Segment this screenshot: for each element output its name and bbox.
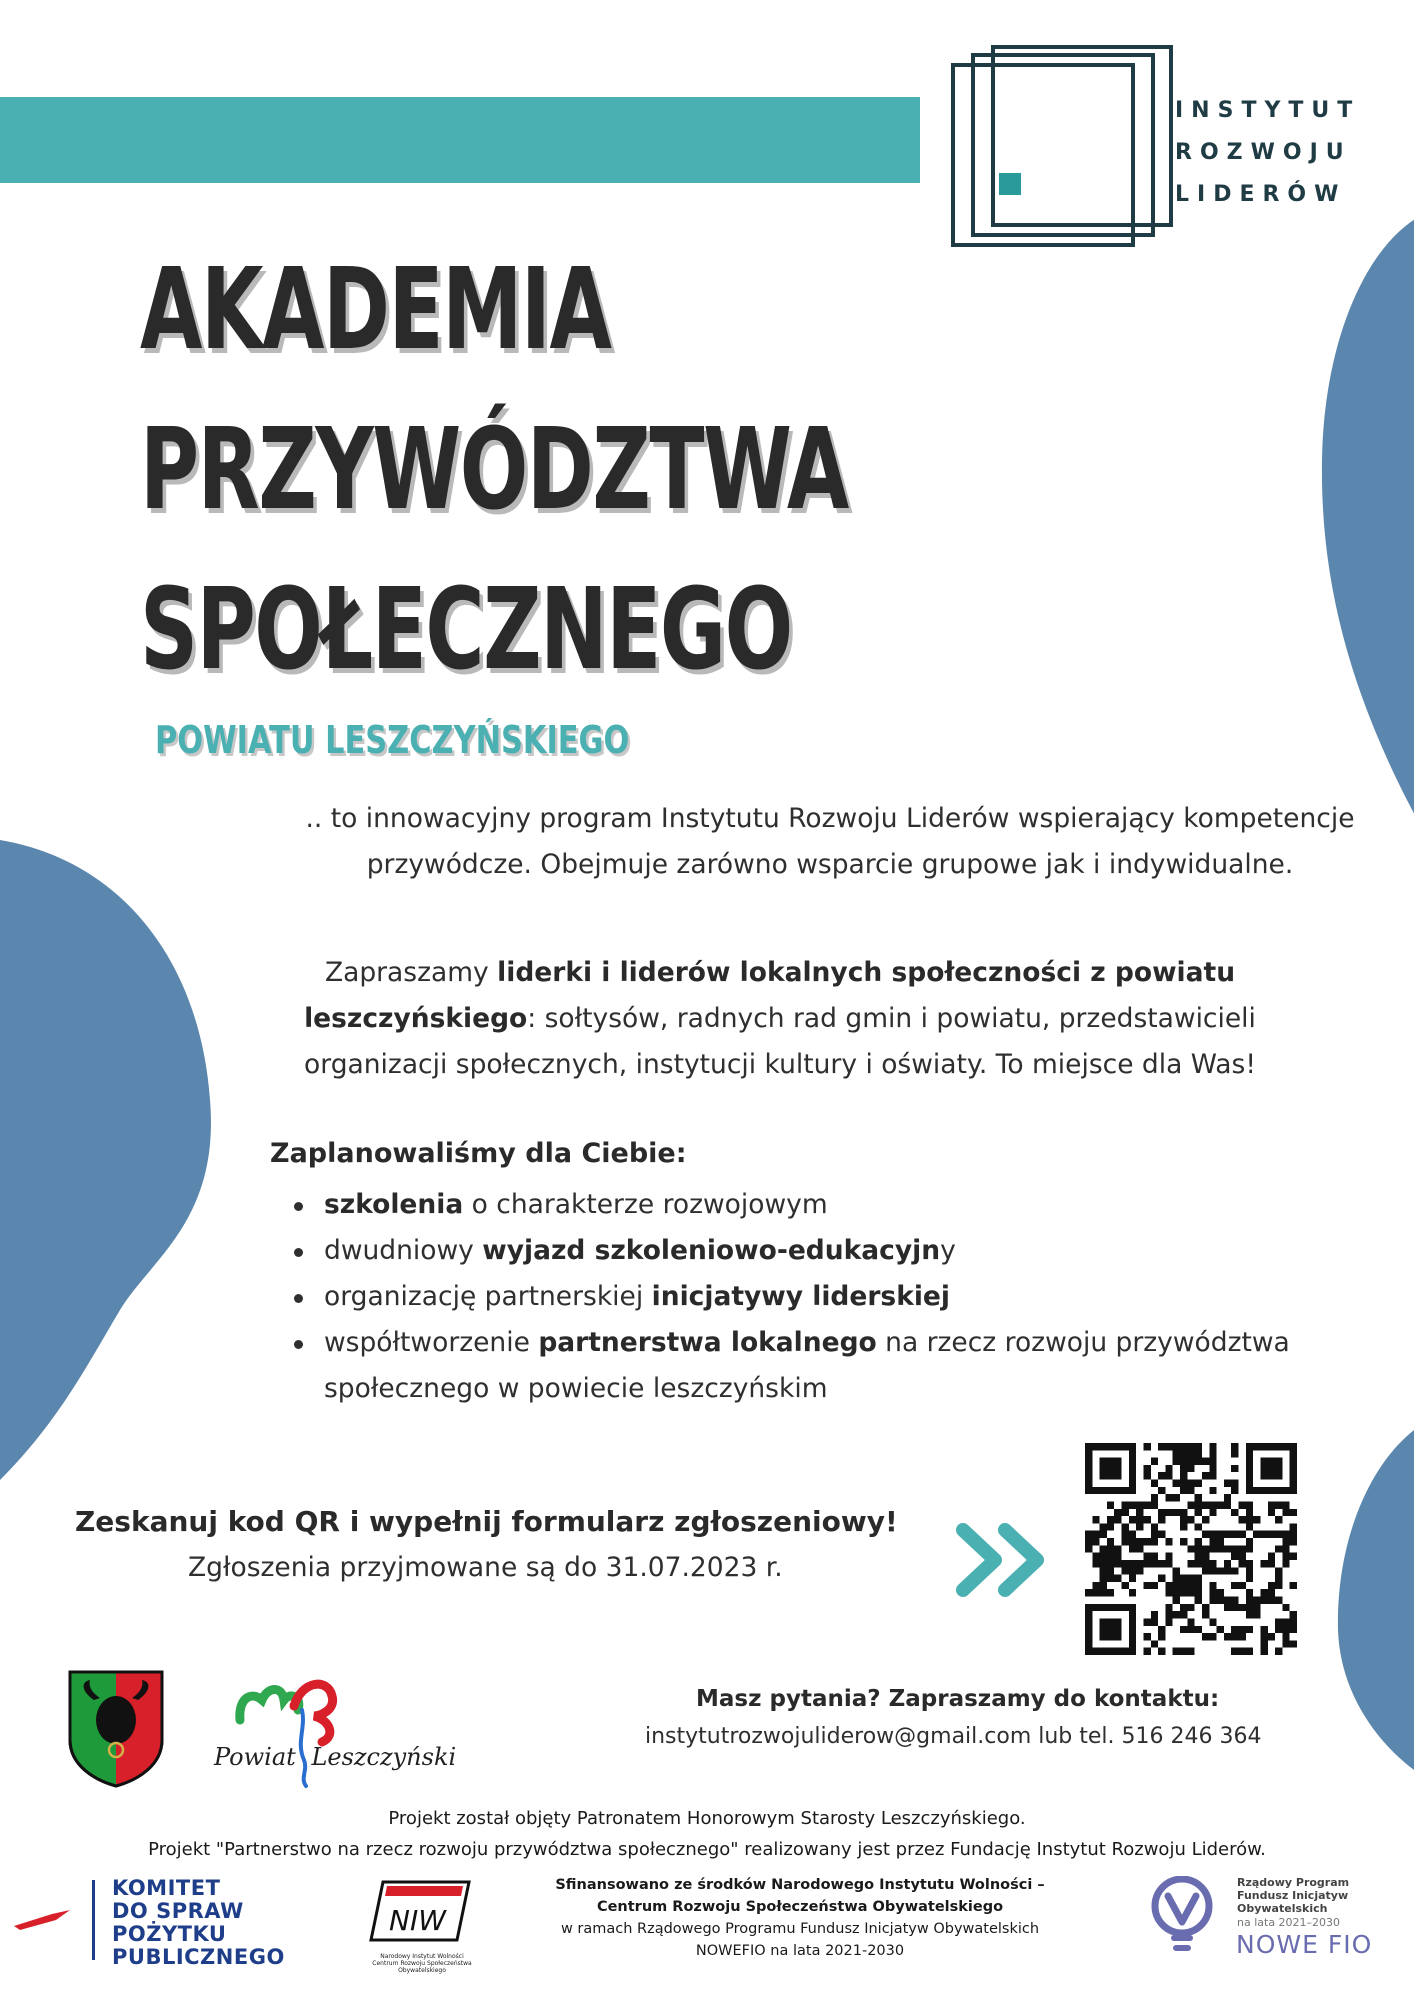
nowe-fio-program-text xyxy=(1237,1876,1349,1915)
contact-details[interactable]: instytutrozwojuliderow@gmail.com lub tel. 516 246 364 xyxy=(645,1724,1262,1749)
page-title xyxy=(140,230,848,710)
list-item xyxy=(292,1320,1402,1412)
irl-logo-line3: LIDERÓW xyxy=(1175,182,1347,207)
invite-lead: Zapraszamy xyxy=(324,957,498,988)
title-line3: SPOŁECZNEGO xyxy=(140,565,792,695)
fio-line2: Fundusz Inicjatyw xyxy=(1237,1889,1349,1902)
qr-code[interactable] xyxy=(1085,1443,1297,1655)
plan-heading: Zaplanowaliśmy dla Ciebie: xyxy=(270,1138,687,1169)
niw-small-line2: Centrum Rozwoju Społeczeństwa Obywatelskiego xyxy=(372,1960,472,1974)
kpp-line4: PUBLICZNEGO xyxy=(112,1945,285,1969)
kpp-logo-text xyxy=(112,1877,285,1969)
intro-line2: przywódcze. Obejmuje zarówno wsparcie grupowe jak i indywidualne. xyxy=(366,849,1294,880)
qr-call-to-action: Zeskanuj kod QR i wypełnij formularz zgłoszeniowy! xyxy=(75,1505,898,1538)
fin-line1: Sfinansowano ze środków Narodowego Instytutu Wolności – xyxy=(555,1877,1045,1893)
niw-small-text xyxy=(352,1953,492,1974)
plan-item1-rest: o charakterze rozwojowym xyxy=(463,1189,828,1220)
title-line2: PRZYWÓDZTWA xyxy=(140,405,848,535)
patronage-line1: Projekt został objęty Patronatem Honorowym Starosty Leszczyńskiego. xyxy=(388,1808,1026,1829)
plan-item4-rest: na rzecz rozwoju przywództwa społecznego w powiecie leszczyńskim xyxy=(324,1327,1290,1404)
teal-header-bar xyxy=(0,97,920,183)
kpp-line3: POŻYTKU xyxy=(112,1922,227,1946)
list-item xyxy=(292,1182,1402,1228)
powiat-word2: Leszczyński xyxy=(311,1743,457,1771)
nowe-fio-logo-icon xyxy=(1148,1876,1218,1960)
decorative-blob-left xyxy=(0,840,220,1480)
irl-logo-line1: INSTYTUT xyxy=(1175,98,1361,123)
plan-item4-pre: współtworzenie xyxy=(324,1327,539,1358)
intro-line1: .. to innowacyjny program Instytutu Rozwoju Liderów wspierający kompetencje xyxy=(305,803,1355,834)
page-subtitle: POWIATU LESZCZYŃSKIEGO xyxy=(155,718,630,762)
intro-paragraph xyxy=(265,796,1395,888)
powiat-logo-text xyxy=(214,1743,456,1771)
title-line1: AKADEMIA xyxy=(140,245,611,375)
plan-item3-pre: organizację partnerskiej xyxy=(324,1281,652,1312)
poland-flag-icon xyxy=(12,1908,72,1932)
fin-line2: Centrum Rozwoju Społeczeństwa Obywatelskiego xyxy=(596,1899,1004,1915)
niw-logo-label: NIW xyxy=(389,1904,446,1937)
plan-item3-bold: inicjatywy liderskiej xyxy=(651,1281,950,1312)
plan-item2-pre: dwudniowy xyxy=(324,1235,483,1266)
plan-item4-bold: partnerstwa lokalnego xyxy=(538,1327,877,1358)
financing-note xyxy=(540,1874,1060,1962)
coat-of-arms-icon xyxy=(68,1670,164,1788)
contact-heading: Masz pytania? Zapraszamy do kontaktu: xyxy=(696,1686,1220,1712)
list-item xyxy=(292,1274,1402,1320)
kpp-line1: KOMITET xyxy=(112,1876,221,1900)
irl-logo-line2: ROZWOJU xyxy=(1175,140,1352,165)
patronage-notes xyxy=(0,1803,1414,1865)
powiat-word1: Powiat xyxy=(214,1743,296,1771)
plan-item2-bold: wyjazd szkoleniowo-edukacyjn xyxy=(482,1235,941,1266)
double-chevron-right-icon xyxy=(955,1522,1055,1598)
fio-line3: Obywatelskich xyxy=(1237,1902,1328,1915)
plan-item1-bold: szkolenia xyxy=(324,1189,464,1220)
invite-bold-2: leszczyńskiego xyxy=(304,1003,528,1034)
invitation-paragraph xyxy=(275,950,1285,1088)
kpp-line2: DO SPRAW xyxy=(112,1899,244,1923)
deadline-text: Zgłoszenia przyjmowane są do 31.07.2023 r. xyxy=(188,1552,783,1583)
fin-line3: w ramach Rządowego Programu Fundusz Inicjatyw Obywatelskich xyxy=(560,1921,1040,1937)
plan-item2-rest: y xyxy=(940,1235,956,1266)
niw-small-line1: Narodowy Instytut Wolności xyxy=(380,1953,464,1960)
kpp-divider xyxy=(92,1880,95,1960)
decorative-blob-right-bottom xyxy=(1334,1430,1414,1770)
invite-bold-1: liderki i liderów lokalnych społeczności z powiatu xyxy=(497,957,1236,988)
plan-list xyxy=(292,1182,1402,1412)
fio-line1: Rządowy Program xyxy=(1237,1876,1350,1889)
irl-logo-icon xyxy=(945,45,1175,255)
fin-line4: NOWEFIO na lata 2021-2030 xyxy=(695,1943,905,1959)
nowe-fio-name: NOWE FIO xyxy=(1236,1930,1373,1959)
irl-logo-text xyxy=(1175,90,1360,216)
invite-rest: : sołtysów, radnych rad gmin i powiatu, przedstawicieli organizacji społecznych, instytucji kultury i oświaty. To miejsce dla Was! xyxy=(304,1003,1256,1080)
powiat-leszczynski-logo-icon xyxy=(210,1670,460,1790)
patronage-line2: Projekt "Partnerstwo na rzecz rozwoju przywództwa społecznego" realizowany jest przez Fundację Instytut Rozwoju Liderów. xyxy=(148,1839,1266,1860)
decorative-blob-right-top xyxy=(1314,210,1414,850)
list-item xyxy=(292,1228,1402,1274)
nowe-fio-years: na lata 2021–2030 xyxy=(1237,1916,1341,1929)
